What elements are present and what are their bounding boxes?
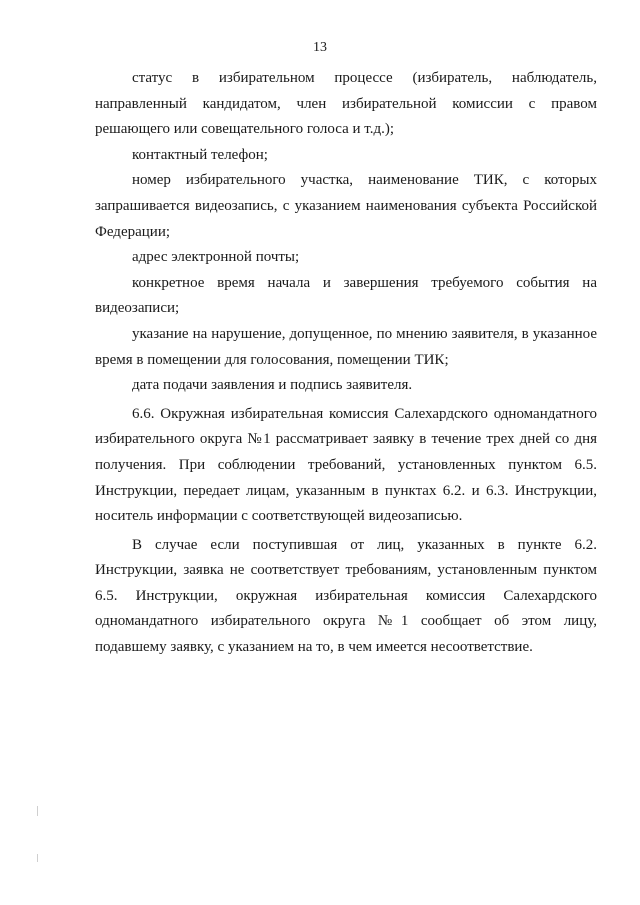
text-line: адрес электронной почты;: [132, 249, 300, 266]
text-line: конкретное время начала и завершения требуемого события на: [132, 274, 597, 291]
text-line: 6.5. Инструкции, окружная избирательная комиссия Салехардского: [95, 587, 597, 604]
scan-artifact: [37, 854, 38, 862]
text-line: Инструкции, передает лицам, указанным в пунктах 6.2. и 6.3. Инструкции,: [95, 482, 597, 499]
text-line: статус в избирательном процессе (избиратель, наблюдатель,: [132, 70, 597, 86]
text-line: 6.6. Окружная избирательная комиссия Салехардского одномандатного: [132, 405, 597, 422]
text-line: получения. При соблюдении требований, установленных пунктом 6.5.: [95, 456, 597, 473]
text-line: видеозаписи;: [95, 300, 180, 317]
text-line: В случае если поступившая от лиц, указанных в пункте 6.2.: [132, 536, 597, 553]
text-line: номер избирательного участка, наименование ТИК, с которых: [132, 172, 597, 189]
text-line: носитель информации с соответствующей видеозаписью.: [95, 508, 463, 525]
scan-artifact: [37, 806, 38, 816]
text-line: время в помещении для голосования, помещении ТИК;: [95, 351, 449, 368]
text-line: Федерации;: [95, 223, 171, 240]
text-line: направленный кандидатом, член избирательной комиссии с правом: [95, 95, 597, 112]
text-line: Инструкции, заявка не соответствует требованиям, установленным пунктом: [95, 562, 597, 579]
text-line: дата подачи заявления и подпись заявителя.: [132, 377, 413, 394]
text-line: подавшему заявку, с указанием на то, в чем имеется несоответствие.: [95, 639, 533, 656]
text-line: запрашивается видеозапись, с указанием наименования субъекта Российской: [95, 197, 597, 214]
text-line: избирательного округа №1 рассматривает заявку в течение трех дней со дня: [95, 431, 597, 448]
text-line: решающего или совещательного голоса и т.д.);: [95, 121, 395, 138]
document-body: [95, 66, 597, 661]
text-line: указание на нарушение, допущенное, по мнению заявителя, в указанное: [132, 325, 597, 342]
text-line: контактный телефон;: [132, 146, 268, 163]
text-line: одномандатного избирательного округа №1 сообщает об этом лицу,: [95, 613, 597, 630]
page-number: 13: [313, 40, 327, 55]
